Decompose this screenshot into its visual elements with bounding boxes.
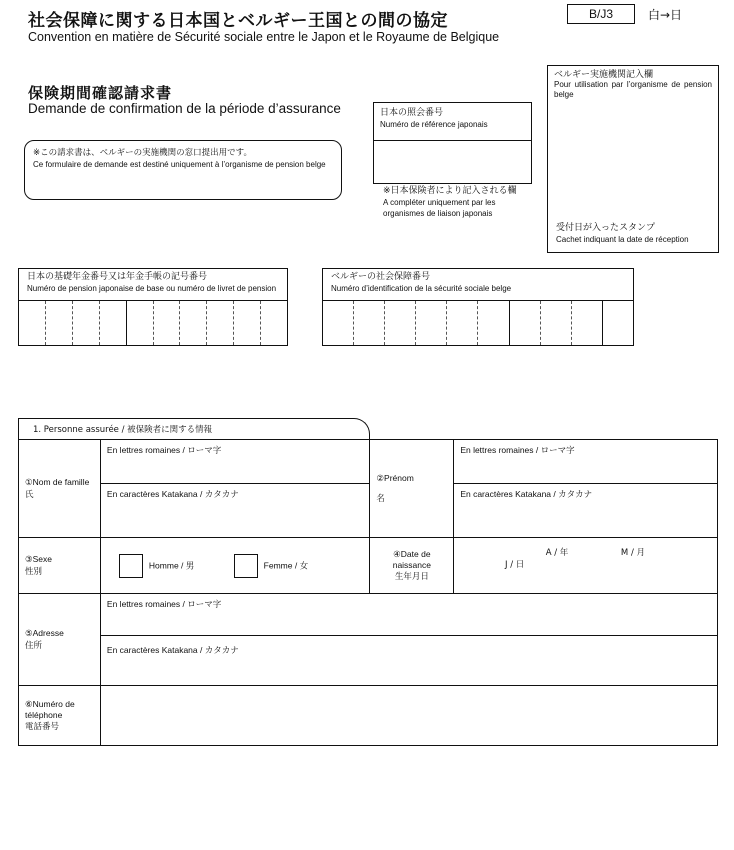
digit-cell[interactable]: [385, 301, 416, 345]
direction-label: 白→日: [648, 8, 683, 22]
belgian-number-label-ja: ベルギーの社会保障番号: [331, 272, 431, 282]
digit-cell[interactable]: [510, 301, 541, 345]
digit-cell[interactable]: [603, 301, 633, 345]
dob-label: [370, 538, 454, 594]
given-name-katakana-field[interactable]: [454, 484, 718, 538]
belgian-number-box: [322, 268, 634, 346]
belgian-number-label-fr: Numéro d’identification de la sécurité sociale belge: [331, 284, 512, 293]
section1-tab: 1. Personne assurée / 被保険者に関する情報: [18, 418, 370, 440]
given-name-label-ja: 名: [376, 494, 385, 504]
digit-cell[interactable]: [478, 301, 509, 345]
pension-number-label-fr: Numéro de pension japonaise de base ou numéro de livret de pension: [27, 284, 277, 293]
address-romaji-hint: En lettres romaines / ローマ字: [106, 599, 222, 609]
month-label: M / 月: [620, 548, 646, 558]
form-code: B/J3: [567, 4, 635, 24]
insured-person-table: [18, 439, 718, 746]
stamp-label-ja: 受付日が入ったスタンプ: [556, 223, 656, 233]
belgian-use-label-ja: ベルギー実施機関記入欄: [554, 70, 654, 80]
japan-reference-label-fr: Numéro de référence japonais: [380, 120, 488, 129]
digit-cell[interactable]: [572, 301, 603, 345]
agreement-title-ja: 社会保障に関する日本国とベルギー王国との間の協定: [28, 11, 448, 31]
digit-cell[interactable]: [234, 301, 261, 345]
digit-cell[interactable]: [127, 301, 154, 345]
female-checkbox[interactable]: [234, 554, 258, 578]
digit-cell[interactable]: [207, 301, 234, 345]
japan-reference-box: [373, 102, 532, 184]
address-label-fr: ⑤Adresse: [25, 628, 64, 638]
dob-label-ja: 生年月日: [394, 572, 429, 582]
phone-field[interactable]: [100, 686, 717, 746]
pension-number-cells[interactable]: [19, 301, 287, 345]
given-name-label: [370, 440, 454, 538]
japan-reference-header: [374, 103, 531, 141]
sex-label-ja: 性別: [25, 567, 43, 577]
digit-cell[interactable]: [416, 301, 447, 345]
digit-cell[interactable]: [447, 301, 478, 345]
digit-cell[interactable]: [354, 301, 385, 345]
digit-cell[interactable]: [100, 301, 127, 345]
form-title-fr: Demande de confirmation de la période d’assurance: [28, 101, 341, 116]
family-name-label-fr: ①Nom de famille: [25, 477, 90, 487]
address-romaji-field[interactable]: [100, 594, 717, 636]
notice-ja: ※この請求書は、ベルギーの実施機関の窓口提出用です。: [33, 148, 252, 158]
notice-fr: Ce formulaire de demande est destiné uniquement à l’organisme de pension belge: [33, 160, 326, 169]
pension-number-label-ja: 日本の基礎年金番号又は年金手帳の記号番号: [27, 272, 208, 282]
female-label: Femme / 女: [263, 560, 309, 570]
male-label: Homme / 男: [148, 560, 195, 570]
address-label-ja: 住所: [25, 641, 43, 651]
romaji-hint: En lettres romaines / ローマ字: [460, 445, 575, 455]
sex-label-fr: ③Sexe: [25, 554, 52, 564]
phone-label-ja: 電話番号: [25, 722, 60, 732]
dob-label-fr: ④Date de naissance: [392, 549, 431, 570]
digit-cell[interactable]: [323, 301, 354, 345]
address-katakana-field[interactable]: [100, 636, 717, 686]
family-name-katakana-field[interactable]: [100, 484, 369, 538]
family-name-romaji-field[interactable]: [100, 440, 369, 484]
katakana-hint: En caractères Katakana / カタカナ: [106, 645, 239, 655]
address-label: [19, 594, 101, 686]
digit-cell[interactable]: [541, 301, 572, 345]
given-name-label-fr: ②Prénom: [376, 473, 414, 483]
katakana-hint: En caractères Katakana / カタカナ: [106, 489, 239, 499]
digit-cell[interactable]: [261, 301, 287, 345]
stamp-label-fr: Cachet indiquant la date de réception: [556, 235, 689, 244]
belgian-use-box: [547, 65, 719, 253]
form-title-ja: 保険期間確認請求書: [28, 84, 173, 102]
japan-reference-note-fr: A compléter uniquement par les organismes de liaison japonais: [383, 198, 496, 218]
digit-cell[interactable]: [19, 301, 46, 345]
family-name-label: [19, 440, 101, 538]
dob-field[interactable]: [454, 538, 718, 594]
digit-cell[interactable]: [46, 301, 73, 345]
japan-reference-field[interactable]: [374, 141, 531, 182]
family-name-label-ja: 氏: [25, 490, 34, 500]
digit-cell[interactable]: [154, 301, 181, 345]
katakana-hint: En caractères Katakana / カタカナ: [460, 489, 593, 499]
male-checkbox[interactable]: [119, 554, 143, 578]
day-label: J / 日: [505, 560, 525, 570]
sex-options: [100, 538, 369, 594]
sex-label: [19, 538, 101, 594]
given-name-romaji-field[interactable]: [454, 440, 718, 484]
japan-reference-note: [383, 186, 523, 219]
belgian-use-label-fr: Pour utilisation par l’organisme de pension belge: [554, 80, 712, 99]
year-label: A / 年: [545, 548, 569, 558]
pension-number-box: [18, 268, 288, 346]
belgian-number-cells[interactable]: [323, 301, 633, 345]
phone-label-fr: ⑥Numéro de téléphone: [25, 699, 75, 720]
digit-cell[interactable]: [180, 301, 207, 345]
japan-reference-label-ja: 日本の照会番号: [380, 108, 444, 118]
romaji-hint: En lettres romaines / ローマ字: [106, 445, 222, 455]
digit-cell[interactable]: [73, 301, 100, 345]
notice-box: [24, 140, 342, 200]
phone-label: [19, 686, 101, 746]
japan-reference-note-ja: ※日本保険者により記入される欄: [383, 186, 517, 196]
agreement-title-fr: Convention en matière de Sécurité sociale entre le Japon et le Royaume de Belgique: [28, 30, 500, 44]
